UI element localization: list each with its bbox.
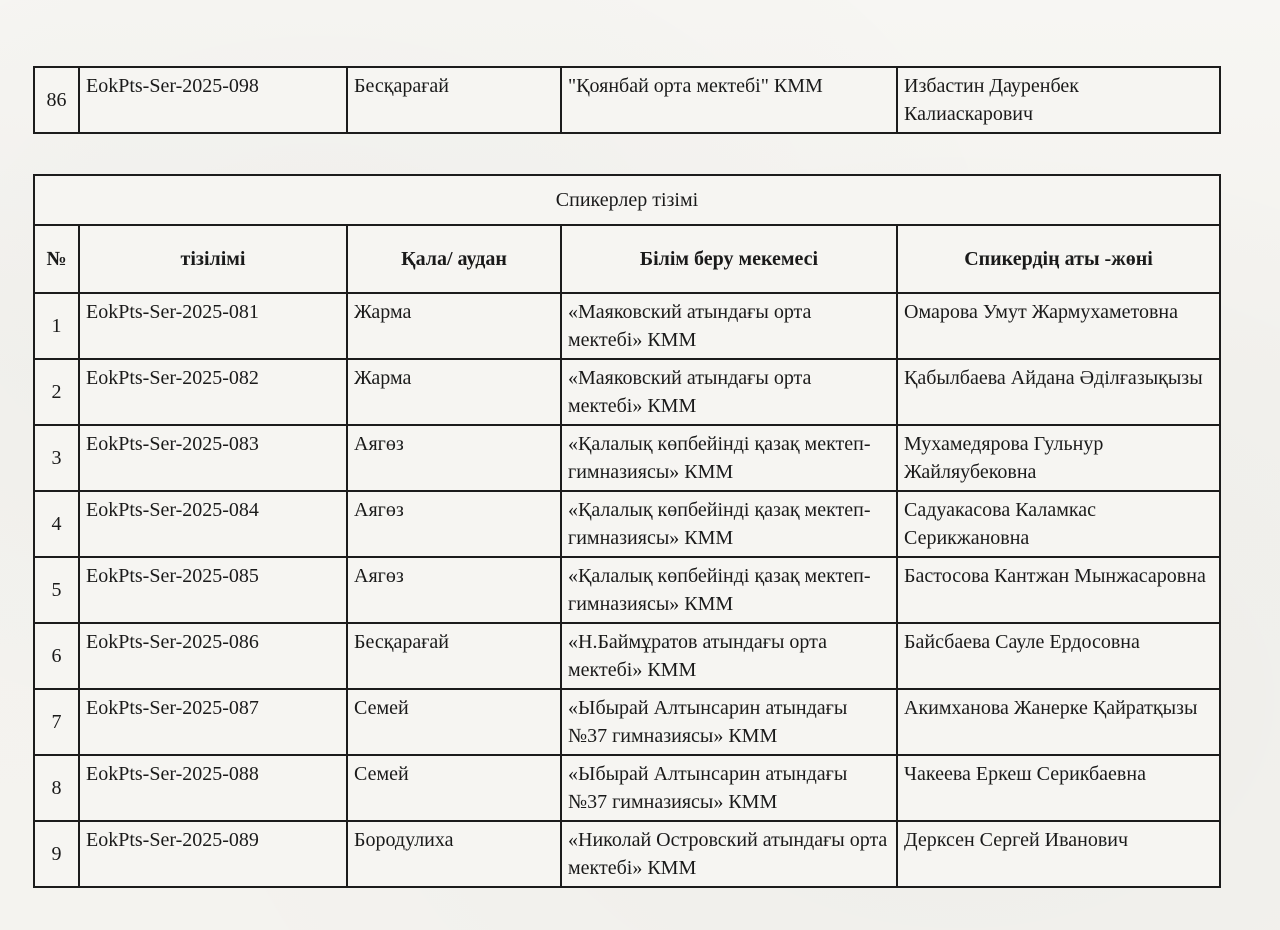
table-row [34,425,1220,491]
speaker-cell: Избастин Дауренбек Калиаскарович [897,67,1220,133]
table-row [34,623,1220,689]
header-number: № [34,225,79,293]
row-number-cell: 8 [34,755,79,821]
speaker-cell: Чакеева Еркеш Серикбаевна [897,755,1220,821]
row-number-cell: 86 [34,67,79,133]
speaker-cell: Дерксен Сергей Иванович [897,821,1220,887]
district-cell: Жарма [347,293,561,359]
table-title: Спикерлер тізімі [34,175,1220,225]
table-row [34,359,1220,425]
row-number-cell: 5 [34,557,79,623]
speakers-table [33,174,1221,888]
registry-cell: EokPts-Ser-2025-081 [79,293,347,359]
registry-cell: EokPts-Ser-2025-089 [79,821,347,887]
row-number-cell: 3 [34,425,79,491]
row-number-cell: 4 [34,491,79,557]
table-row [34,557,1220,623]
row-number-cell: 1 [34,293,79,359]
row-number-cell: 9 [34,821,79,887]
institution-cell: «Қалалық көпбейінді қазақ мектеп-гимназиясы» КММ [561,491,897,557]
district-cell: Бесқарағай [347,67,561,133]
institution-cell: «Маяковский атындағы орта мектебі» КММ [561,293,897,359]
district-cell: Жарма [347,359,561,425]
institution-cell: «Ыбырай Алтынсарин атындағы №37 гимназиясы» КММ [561,689,897,755]
registry-cell: EokPts-Ser-2025-083 [79,425,347,491]
institution-cell: «Қалалық көпбейінді қазақ мектеп-гимназиясы» КММ [561,425,897,491]
institution-cell: «Ыбырай Алтынсарин атындағы №37 гимназиясы» КММ [561,755,897,821]
registry-cell: EokPts-Ser-2025-088 [79,755,347,821]
speaker-cell: Бастосова Кантжан Мынжасаровна [897,557,1220,623]
table-header-row [34,225,1220,293]
speaker-cell: Садуакасова Каламкас Серикжановна [897,491,1220,557]
header-institution: Білім беру мекемесі [561,225,897,293]
registry-cell: EokPts-Ser-2025-084 [79,491,347,557]
district-cell: Бородулиха [347,821,561,887]
header-registry: тізілімі [79,225,347,293]
registry-cell: EokPts-Ser-2025-082 [79,359,347,425]
registry-cell: EokPts-Ser-2025-087 [79,689,347,755]
row-number-cell: 2 [34,359,79,425]
table-row [34,67,1220,133]
district-cell: Аягөз [347,557,561,623]
speaker-cell: Байсбаева Сауле Ердосовна [897,623,1220,689]
institution-cell: «Қалалық көпбейінді қазақ мектеп-гимназиясы» КММ [561,557,897,623]
speakers-table-body [34,293,1220,887]
institution-cell: «Н.Баймұратов атындағы орта мектебі» КММ [561,623,897,689]
district-cell: Аягөз [347,425,561,491]
table-title-row [34,175,1220,225]
district-cell: Семей [347,755,561,821]
speaker-cell: Мухамедярова Гульнур Жайляубековна [897,425,1220,491]
registry-cell: EokPts-Ser-2025-085 [79,557,347,623]
registry-cell: EokPts-Ser-2025-098 [79,67,347,133]
district-cell: Бесқарағай [347,623,561,689]
previous-page-table [33,66,1221,134]
row-number-cell: 6 [34,623,79,689]
institution-cell: «Маяковский атындағы орта мектебі» КММ [561,359,897,425]
speaker-cell: Омарова Умут Жармухаметовна [897,293,1220,359]
table-row [34,491,1220,557]
registry-cell: EokPts-Ser-2025-086 [79,623,347,689]
speaker-cell: Акимханова Жанерке Қайратқызы [897,689,1220,755]
table-row [34,821,1220,887]
table-row [34,755,1220,821]
district-cell: Семей [347,689,561,755]
table-row [34,293,1220,359]
header-district: Қала/ аудан [347,225,561,293]
speaker-cell: Қабылбаева Айдана Әділғазықызы [897,359,1220,425]
row-number-cell: 7 [34,689,79,755]
district-cell: Аягөз [347,491,561,557]
table-row [34,689,1220,755]
institution-cell: "Қоянбай орта мектебі" КММ [561,67,897,133]
institution-cell: «Николай Островский атындағы орта мектебі» КММ [561,821,897,887]
header-speaker: Спикердің аты -жөні [897,225,1220,293]
